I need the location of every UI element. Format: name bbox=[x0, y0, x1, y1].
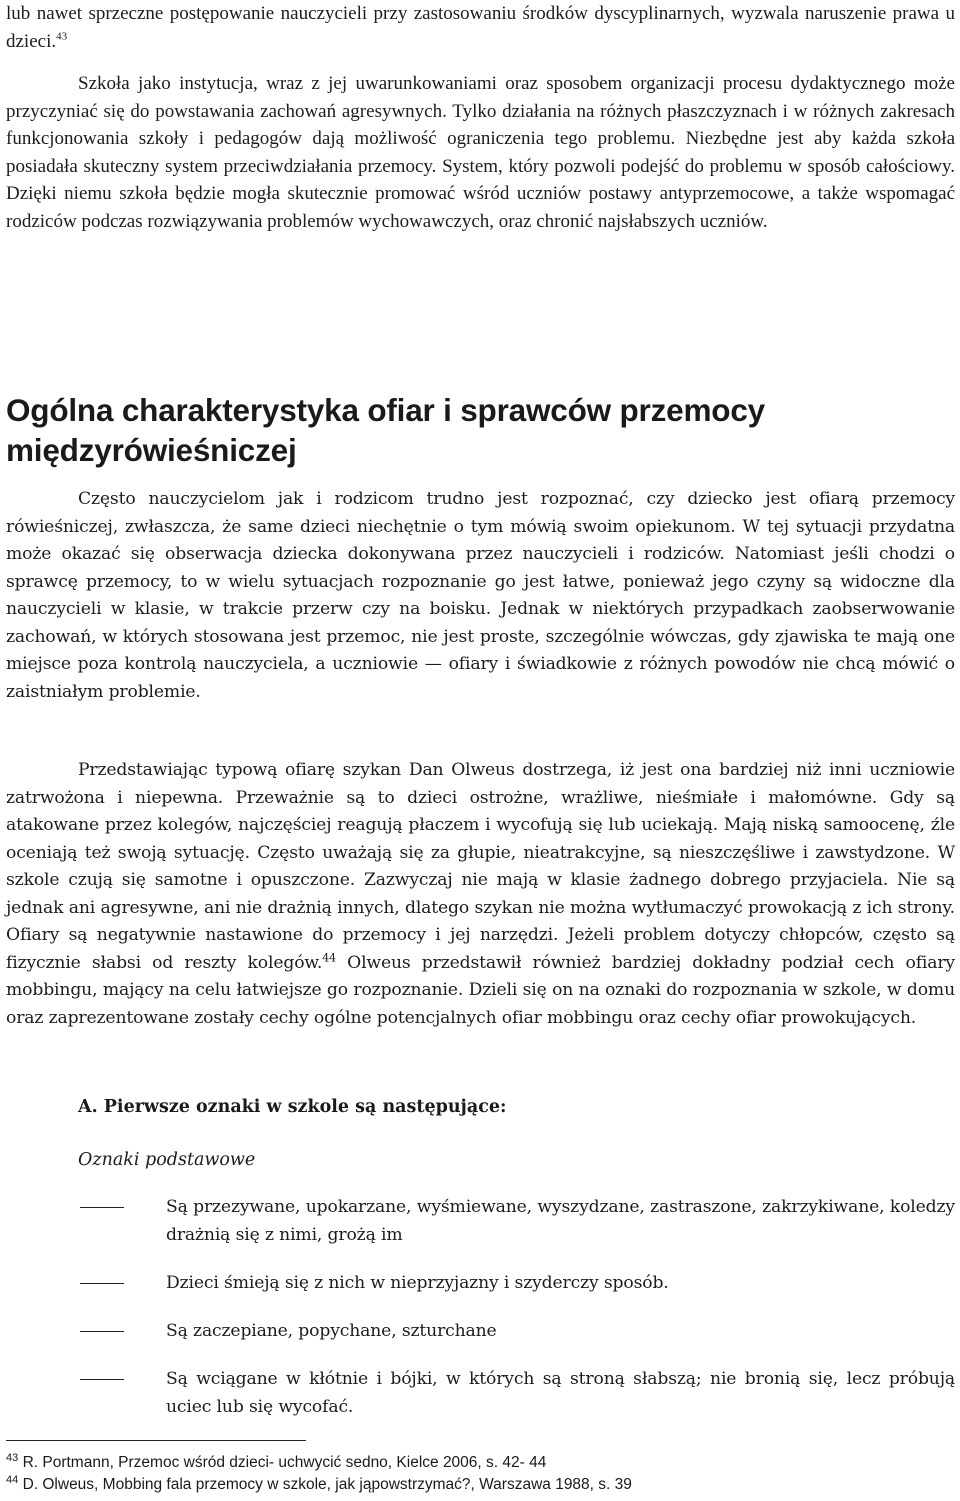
footnote-43 bbox=[6, 1452, 955, 1474]
section-heading: Ogólna charakterystyka ofiar i sprawców przemocy międzyrówieśniczej bbox=[6, 392, 765, 468]
footnote-number: 44 bbox=[6, 1473, 19, 1486]
footnote-number: 43 bbox=[6, 1451, 19, 1464]
dash-bullet-icon bbox=[80, 1207, 124, 1208]
olweus-text-after: Olweus przedstawił również bardziej dokładny podział cech ofiary mobbingu, mający na celu łatwiejsze go rozpoznanie. Dzieli się on na oznaki do rozpoznania w szkole, w domu oraz zaprezentowane zostały cechy ogólne potencjalnych ofiar mobbingu oraz cechy ofiar prowokujących. bbox=[6, 952, 955, 1028]
list-item-text: Są przezywane, upokarzane, wyśmiewane, wyszydzane, zastraszone, zakrzykiwane, koledzy drażnią się z nimi, grożą im bbox=[166, 1197, 955, 1245]
dash-bullet-icon bbox=[80, 1283, 124, 1284]
signs-list bbox=[6, 1194, 955, 1426]
list-item-text: Są wciągane w kłótnie i bójki, w których są stroną słabszą; nie bronią się, lecz próbują uciec lub się wycofać. bbox=[166, 1369, 955, 1417]
intro-continuation-text: lub nawet sprzeczne postępowanie nauczycieli przy zastosowaniu środków dyscyplinarnych, wyzwala naruszenie prawa u dzieci. bbox=[6, 3, 955, 52]
recognition-paragraph: Często nauczycielom jak i rodzicom trudno jest rozpoznać, czy dziecko jest ofiarą przemocy rówieśniczej, zwłaszcza, że same dzieci niechętnie o tym mówią swoim opiekunom. W tej sytuacji przydatna może okazać się obserwacja dziecka dokonywana przez nauczycieli i rodziców. Natomiast jeśli chodzi o sprawcę przemocy, to w wielu sytuacjach rozpoznanie go jest łatwe, ponieważ jego czyny są widoczne dla nauczycieli w klasie, w trakcie przerw czy na boisku. Jednak w niektórych przypadkach zaobserwowanie zachowań, w których stosowana jest przemoc, nie jest proste, szczególnie wówczas, gdy zjawiska te mają one miejsce poza kontrolą nauczyciela, a uczniowie — ofiary i świadkowie z różnych powodów nie chcą mówić o zaistniałym problemie. bbox=[6, 489, 955, 702]
footnote-separator bbox=[6, 1440, 306, 1441]
dash-bullet-icon bbox=[80, 1379, 124, 1380]
list-item-text: Są zaczepiane, popychane, szturchane bbox=[166, 1321, 497, 1341]
subsection-a-title: A. Pierwsze oznaki w szkole są następujące: bbox=[78, 1097, 507, 1117]
list-item-text: Dzieci śmieją się z nich w nieprzyjazny i szyderczy sposób. bbox=[166, 1273, 669, 1293]
dash-bullet-icon bbox=[80, 1331, 124, 1332]
olweus-paragraph bbox=[6, 757, 955, 1032]
footnote-ref-44[interactable]: 44 bbox=[322, 950, 336, 964]
olweus-text-before: Przedstawiając typową ofiarę szykan Dan Olweus dostrzega, iż jest ona bardziej niż inni uczniowie zatrwożona i niepewna. Przeważnie są to dzieci ostrożne, wrażliwe, nieśmiałe i małomówne. Gdy są atakowane przez kolegów, najczęściej reagują płaczem i wycofują się lub uciekają. Mają niską samoocenę, źle oceniają też swoją sytuację. Często uważają się za głupie, nieatrakcyjne, są nieszczęśliwe i zawstydzone. W szkole czują się samotne i opuszczone. Zazwyczaj nie mają w klasie żadnego dobrego przyjaciela. Nie są jednak ani agresywne, ani nie drażnią innych, dlatego szykan nie można wytłumaczyć prowokacją z ich strony. Ofiary są negatywnie nastawione do przemocy i jej narzędzi. Jeżeli problem dotyczy chłopców, często są fizycznie słabsi od reszty kolegów. bbox=[6, 760, 955, 973]
footnote-text: R. Portmann, Przemoc wśród dzieci- uchwycić sedno, Kielce 2006, s. 42- 44 bbox=[22, 1454, 547, 1471]
footnotes bbox=[6, 1452, 955, 1496]
list-item bbox=[6, 1270, 955, 1318]
subsection-a-label: Oznaki podstawowe bbox=[78, 1150, 256, 1170]
footnote-44 bbox=[6, 1474, 955, 1496]
list-item bbox=[6, 1194, 955, 1270]
footnote-ref-43[interactable]: 43 bbox=[56, 30, 68, 43]
school-paragraph: Szkoła jako instytucja, wraz z jej uwarunkowaniami oraz sposobem organizacji procesu dydaktycznego może przyczyniać się do powstawania zachowań agresywnych. Tylko działania na różnych płaszczyznach i w różnych zakresach funkcjonowania szkoły i pedagogów dają możliwość ograniczenia tego problemu. Niezbędne jest aby każda szkoła posiadała skuteczny system przeciwdziałania przemocy. System, który pozwoli podejść do problemu w sposób całościowy. Dzięki niemu szkoła będzie mogła skutecznie promować wśród uczniów postawy antyprzemocowe, a także wspomagać rodziców podczas rozwiązywania problemów wychowawczych, oraz chronić najsłabszych uczniów. bbox=[6, 73, 955, 232]
list-item bbox=[6, 1366, 955, 1426]
list-item bbox=[6, 1318, 955, 1366]
footnote-text: D. Olweus, Mobbing fala przemocy w szkole, jak jąpowstrzymać?, Warszawa 1988, s. 39 bbox=[22, 1476, 632, 1493]
intro-continuation-paragraph bbox=[6, 0, 955, 55]
